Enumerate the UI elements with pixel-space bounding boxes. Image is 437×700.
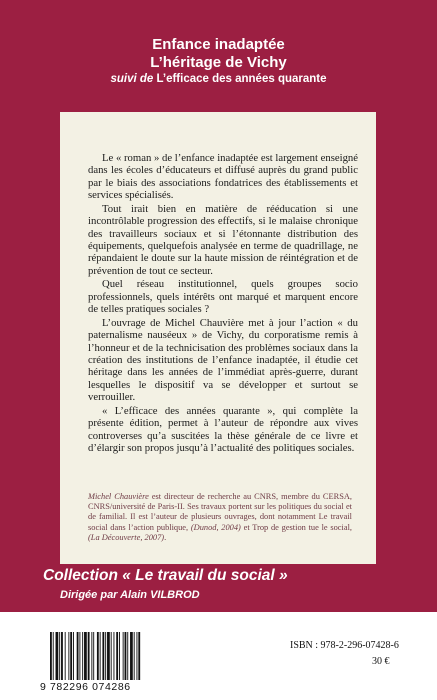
collection-director: Dirigée par Alain VILBROD	[60, 589, 200, 601]
isbn: ISBN : 978-2-296-07428-6	[290, 640, 399, 651]
book-subtitle	[60, 72, 377, 87]
barcode-bar	[70, 632, 72, 680]
barcode-bar	[56, 632, 59, 680]
blurb-paragraph: « L’efficace des années quarante », qui complète la présente édition, permet à l’auteur de répondre aux vives controverses qu’a suscitées la thèse générale de ce livre et d’élargir son propos jusqu’à l’actualité des politiques sociales.	[88, 404, 358, 455]
bottom-band	[0, 612, 437, 700]
barcode-bar	[105, 632, 106, 680]
barcode-bar	[113, 632, 114, 680]
barcode-bar	[59, 632, 60, 680]
book-title: Enfance inadaptée	[152, 36, 285, 53]
bio-publication: (La Découverte, 2007)	[88, 532, 165, 542]
barcode-bar	[102, 632, 104, 680]
barcode-bar	[93, 632, 94, 680]
blurb-paragraph: Le « roman » de l’enfance inadaptée est largement enseigné dans les écoles d’éducateurs et diffusé auprès du grand public par le biais des associations fondatrices des établissements et services spécialisés.	[88, 152, 358, 202]
barcode-bar	[119, 632, 120, 680]
barcode-bar	[111, 632, 112, 680]
barcode-bar	[53, 632, 54, 680]
bio-part: et Trop de gestion tue le social,	[240, 522, 352, 532]
title-block	[60, 36, 377, 87]
barcode-bar	[138, 632, 140, 680]
collection-title: Collection « Le travail du social »	[43, 567, 288, 584]
barcode-bar	[50, 632, 52, 680]
subtitle-rest: L’efficace des années quarante	[153, 73, 327, 85]
author-bio-text	[88, 492, 352, 543]
barcode-bar	[61, 632, 63, 680]
barcode-bar	[116, 632, 118, 680]
subtitle-italic: suivi de	[110, 73, 154, 85]
bio-part: est directeur de recherche au CNRS, membre du CERSA, CNRS/université de Paris-II. Ses travaux portent sur les politiques du social et de familial. Il est l’auteur de plusieurs ouvrages, dont notamment Le travail social dans l’action publique,	[88, 492, 352, 532]
author-bio	[88, 492, 352, 543]
blurb-paragraph: Quel réseau institutionnel, quels groupes socio professionnels, quels intérêts ont marqué et marquent encore de telles pratiques sociales ?	[88, 278, 358, 316]
barcode-bar	[127, 632, 128, 680]
barcode-bar	[82, 632, 83, 680]
barcode-bar	[65, 632, 66, 680]
barcode-digits: 9 782296 074286	[40, 681, 131, 693]
barcode-bar	[68, 632, 69, 680]
back-cover-blurb	[88, 152, 358, 456]
barcode-bar	[123, 632, 124, 680]
barcode-bar	[84, 632, 87, 680]
barcode-bar	[134, 632, 135, 680]
barcode-bar	[77, 632, 79, 680]
bio-publication: (Dunod, 2004)	[190, 522, 241, 532]
barcode-bar	[73, 632, 74, 680]
barcode-bar	[91, 632, 92, 680]
barcode-bar	[100, 632, 101, 680]
author-name: Michel Chauvière	[88, 492, 149, 501]
price: 30 €	[372, 656, 390, 667]
barcode-bar	[136, 632, 137, 680]
barcode	[40, 632, 170, 694]
barcode-bar	[107, 632, 110, 680]
barcode-bar	[125, 632, 127, 680]
blurb-paragraph: Tout irait bien en matière de rééducation si une incontrôlable progression des effectifs, si le malaise chronique des travailleurs sociaux et si l’étonnante distribution des équipements, quelquefois analysée en terme de quadrillage, ne répandaient le doute sur la haute mission de réintégration et de prévention de tout ce secteur.	[88, 202, 358, 277]
blurb-paragraph: L’ouvrage de Michel Chauvière met à jour l’action « du paternalisme nauséeux » de Vichy, du corporatisme remis à l’honneur et de la technicisation des problèmes sociaux dans la création des institutions de l’enfance inadaptée, il étudie cet héritage dans les années de l’immédiat après-guerre, durant lesquelles le dispositif va se développer et surtout se verrouiller.	[88, 316, 358, 404]
barcode-bars	[50, 632, 168, 680]
barcode-bar	[130, 632, 133, 680]
barcode-bar	[79, 632, 80, 680]
barcode-bar	[97, 632, 99, 680]
book-title-line2: L’héritage de Vichy	[150, 54, 287, 71]
collection-block	[0, 567, 437, 607]
bio-part: .	[164, 532, 167, 542]
barcode-bar	[88, 632, 90, 680]
